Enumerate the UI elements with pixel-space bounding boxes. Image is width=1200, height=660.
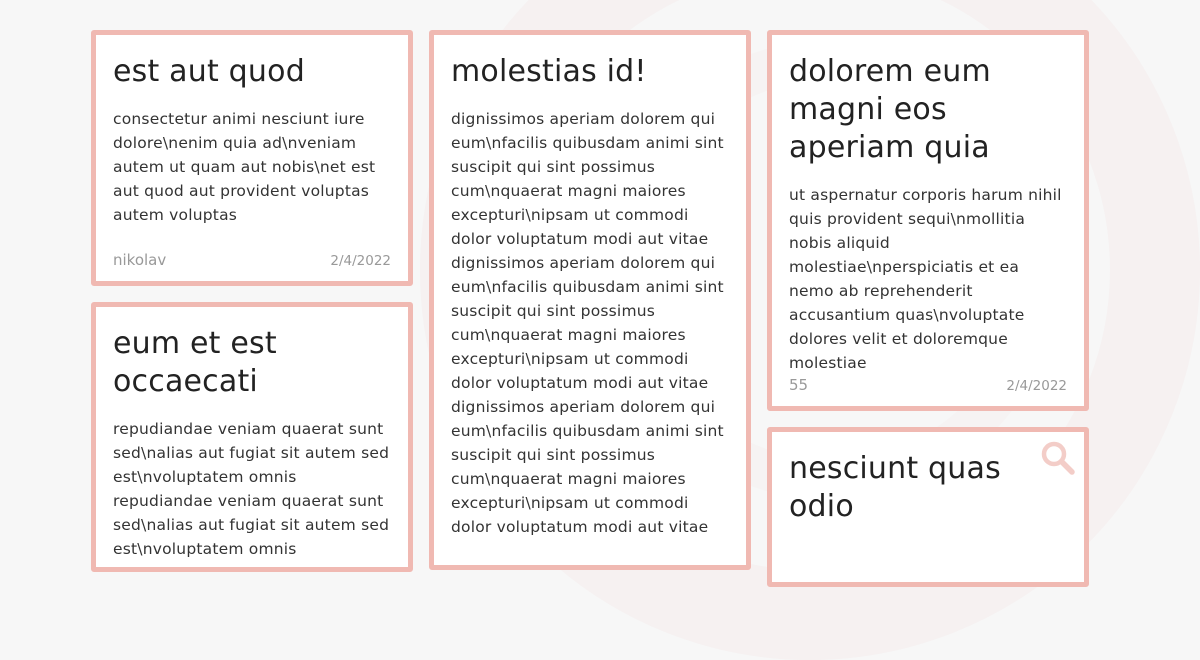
card-title: nesciunt quas odio <box>789 451 1001 524</box>
card-date: 2/4/2022 <box>330 253 391 269</box>
card-title: est aut quod <box>113 54 305 89</box>
card-title: eum et est occaecati <box>113 326 277 399</box>
search-icon[interactable] <box>1040 440 1076 476</box>
post-card[interactable] <box>429 30 751 570</box>
card-title: molestias id! <box>451 54 647 89</box>
post-card[interactable] <box>91 302 413 572</box>
post-card[interactable] <box>767 30 1089 411</box>
card-body: consectetur animi nesciunt iure dolore\nenim quia ad\nveniam autem ut quam aut nobis\net est aut quod aut provident voluptas autem voluptas <box>113 110 376 224</box>
card-body: repudiandae veniam quaerat sunt sed\nalias aut fugiat sit autem sed est\nvoluptatem omnis repudiandae veniam quaerat sunt sed\nalias aut fugiat sit autem sed est\nvoluptatem omnis <box>113 420 390 558</box>
card-title: dolorem eum magni eos aperiam quia <box>789 54 991 165</box>
card-date: 2/4/2022 <box>1006 378 1067 394</box>
card-footer <box>789 376 1067 394</box>
card-footer <box>113 251 391 269</box>
post-card[interactable] <box>91 30 413 286</box>
card-author: 55 <box>789 376 809 394</box>
card-body: ut aspernatur corporis harum nihil quis provident sequi\nmollitia nobis aliquid molestiae\nperspiciatis et ea nemo ab reprehenderit accusantium quas\nvoluptate dolores velit et doloremque molestiae <box>789 186 1062 372</box>
card-author: nikolav <box>113 251 167 269</box>
card-body: dignissimos aperiam dolorem qui eum\nfacilis quibusdam animi sint suscipit qui sint possimus cum\nquaerat magni maiores excepturi\nipsam ut commodi dolor voluptatum modi aut vitae dignissimos aperiam dolorem qui eum\nfacilis quibusdam animi sint suscipit qui sint possimus cum\nquaerat magni maiores excepturi\nipsam ut commodi dolor voluptatum modi aut vitae dignissimos aperiam dolorem qui eum\nfacilis quibusdam animi sint suscipit qui sint possimus cum\nquaerat magni maiores excepturi\nipsam ut commodi dolor voluptatum modi aut vitae <box>451 110 724 536</box>
